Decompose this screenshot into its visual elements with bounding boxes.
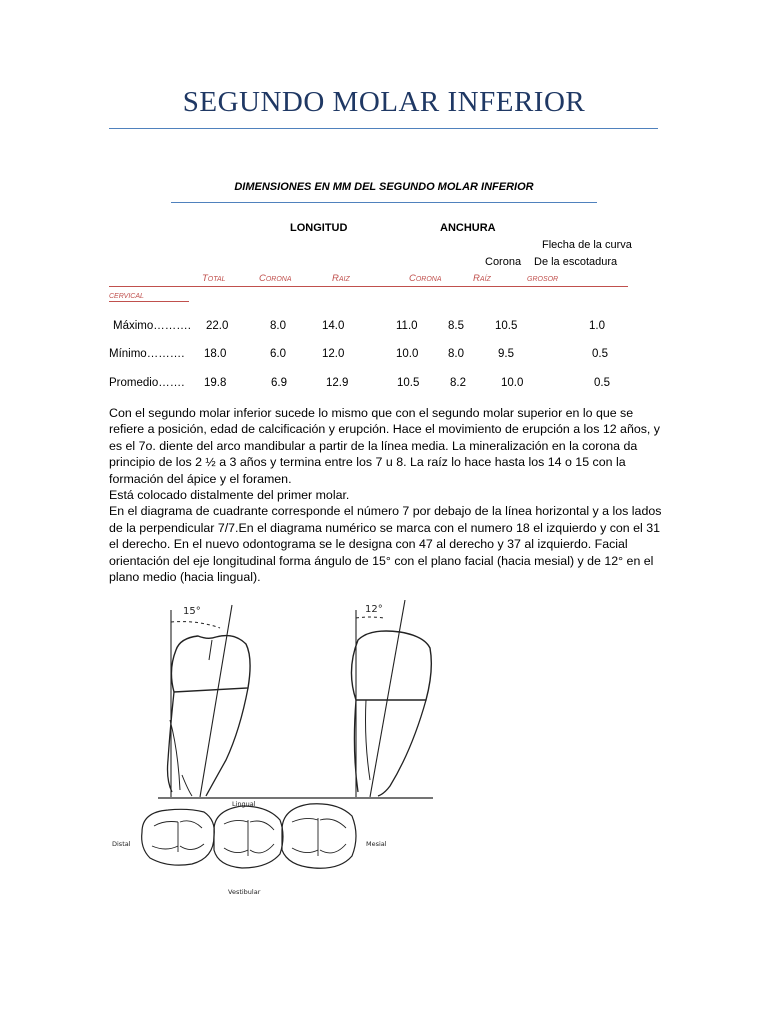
table-cell: 10.5 [495,320,518,332]
body-text [109,405,664,585]
table-cell: 6.0 [270,348,286,360]
header-anchura: ANCHURA [440,222,496,234]
header-longitud: LONGITUD [290,222,348,234]
table-cell: 12.9 [326,377,349,389]
angle-left-label: 15° [183,606,201,617]
table-cell: 10.0 [501,377,524,389]
row-label-promedio: Promedio……. [109,377,185,389]
table-cell: 9.5 [498,348,514,360]
table-cell: 12.0 [322,348,345,360]
table-cell: 8.0 [270,320,286,332]
molar-figure [108,600,452,900]
cervical-rule [109,301,189,302]
paragraph-position: Está colocado distalmente del primer molar. [109,488,350,503]
table-cell: 14.0 [322,320,345,332]
table-caption: DIMENSIONES EN MM DEL SEGUNDO MOLAR INFERIOR [234,181,534,193]
table-cell: 18.0 [204,348,227,360]
col-cervical: cervical [109,290,144,301]
col-grosor: grosor [527,273,559,284]
table-cell: 8.5 [448,320,464,332]
label-distal: Distal [112,840,131,848]
table-cell: 0.5 [594,377,610,389]
header-flecha-line1: Flecha de la curva [542,239,632,251]
table-cell: 8.0 [448,348,464,360]
table-cell: 11.0 [396,320,418,332]
header-rule [109,286,628,287]
paragraph-eruption: Con el segundo molar inferior sucede lo mismo que con el segundo molar superior en lo que se refiere a posición, edad de calcificación y erupción. Hace el movimiento de erupción a los 12 años, y es el 7o. diente del arco mandibular a partir de la línea media. La mineralización en la corona da principio de los 2 ½ a 3 años y termina entre los 7 u 8. La raíz lo hace hasta los 14 o 15 con la formación del ápice y el foramen. [109,406,661,486]
header-flecha-line2: De la escotadura [534,256,618,268]
col-raiz: Raiz [332,273,350,284]
title-underline [109,128,658,129]
table-cell: 6.9 [271,377,287,389]
table-cell: 22.0 [206,320,229,332]
col-raiz-anchura: Raíz [473,273,491,284]
paragraph-diagrams: En el diagrama de cuadrante corresponde el número 7 por debajo de la línea horizontal y a los lados de la perpendicular 7/7.En el diagrama numérico se marca con el numero 18 el izquierdo y con el 31 el derecho. En el nuevo odontograma se le designa con 47 al derecho y 37 al izquierdo. Facial orientación del eje longitudinal forma ángulo de 15° con el plano facial (hacia mesial) y de 12° en el plano medio (hacia lingual). [109,504,662,585]
col-corona-anchura: Corona [409,273,442,284]
left-tooth-drawing [168,605,251,797]
label-vestibular: Vestibular [228,888,261,896]
page-title: SEGUNDO MOLAR INFERIOR [182,86,586,118]
occlusal-views [142,804,356,869]
label-lingual: Lingual [232,800,256,808]
label-mesial: Mesial [366,840,387,848]
row-label-maximo: Máximo………. [113,320,191,332]
col-total: Total [202,273,226,284]
table-cell: 1.0 [589,320,605,332]
row-label-minimo: Mínimo………. [109,348,185,360]
table-cell: 10.0 [396,348,419,360]
right-tooth-drawing [351,600,431,797]
header-corona-upper: Corona [485,256,522,268]
table-cell: 0.5 [592,348,608,360]
table-cell: 8.2 [450,377,466,389]
angle-right-label: 12° [365,604,383,615]
table-cell: 19.8 [204,377,227,389]
col-corona: Corona [259,273,292,284]
table-cell: 10.5 [397,377,420,389]
caption-underline [171,202,597,203]
